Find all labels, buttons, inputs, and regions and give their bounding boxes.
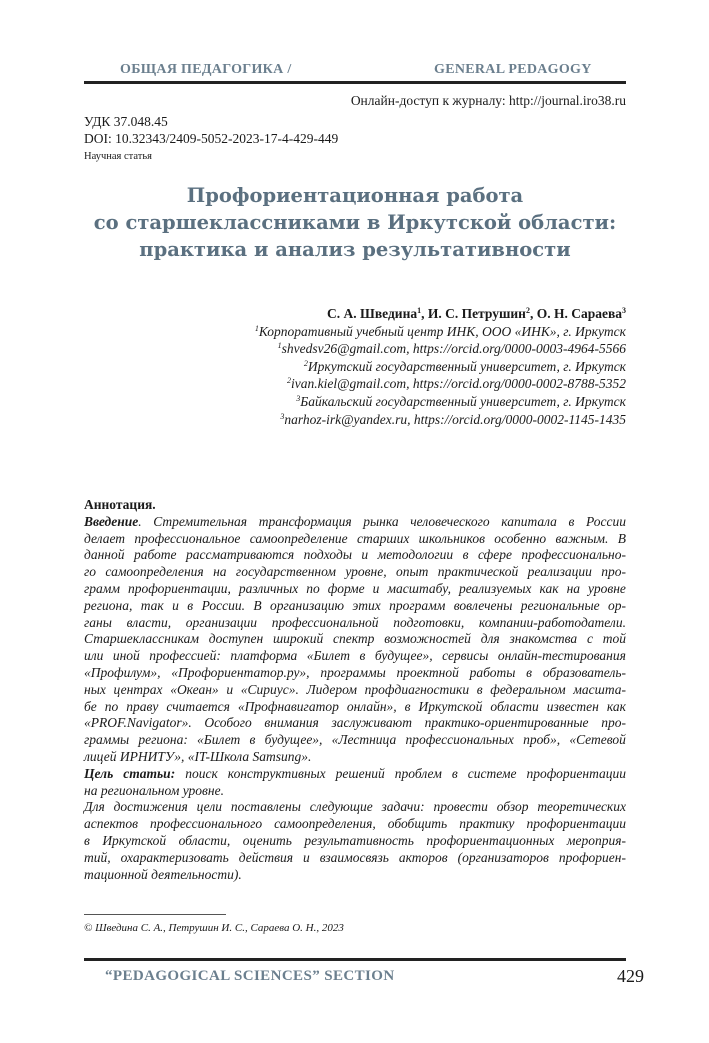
abstract-line: го самоопределения на государственном уровне, опыт практической реализации про-	[84, 564, 626, 580]
abstract-line: делает профессиональное самоопределение старших школьников особенно важным. В	[84, 530, 626, 546]
abstract-line: граммы региона: «Билет в будущее», «Лестница профессиональных проб», «Сетевой	[84, 732, 626, 748]
abstract-line: в Иркутской области, оценить результативность профориентационных мероприя-	[84, 832, 626, 848]
abstract-line: тий, охарактеризовать действия и взаимосвязь акторов (организаторов профориен-	[84, 849, 626, 865]
copyright-footnote: © Шведина С. А., Петрушин И. С., Сараева О. Н., 2023	[84, 922, 344, 934]
abstract-line: лицей ИРНИТУ», «IT-Школа Samsung».	[84, 748, 312, 764]
running-header-right: GENERAL PEDAGOGY	[434, 62, 592, 77]
contact-line: $^3$narhoz-irk@yandex.ru, https://orcid.org/0000-0002-1145-1435	[280, 411, 626, 427]
author-name: С. А. Шведина	[327, 306, 418, 321]
abstract-line: грамм профориентации, различных по форме и масштабу, реализуемых как на уровне	[84, 580, 626, 596]
footer-section-title: “PEDAGOGICAL SCIENCES” SECTION	[105, 968, 395, 984]
affiliation-line: $^1$Корпоративный учебный центр ИНК, ООО «ИНК», г. Иркутск	[254, 323, 626, 339]
page-number: 429	[617, 966, 644, 986]
article-type: Научная статья	[84, 151, 152, 162]
udk-code: УДК 37.048.45	[84, 114, 168, 129]
title-line: практика и анализ результативности	[139, 238, 571, 261]
doi: DOI: 10.32343/2409-5052-2023-17-4-429-449	[84, 131, 339, 146]
contact-line: $^1$shvedsv26@gmail.com, https://orcid.org/0000-0003-4964-5566	[277, 341, 626, 357]
abstract-line: Старшеклассникам доступен широкий спектр возможностей для знакомства с той	[84, 631, 626, 647]
abstract-line: аспектов профессионального самоопределения, обобщить практику профориентации	[84, 816, 626, 832]
running-header-left: ОБЩАЯ ПЕДАГОГИКА /	[120, 62, 292, 77]
abstract-line: «Профилум», «Профориентатор.ру», программы проектной работы в образователь-	[84, 664, 626, 680]
title-line: Профориентационная работа	[186, 184, 524, 207]
abstract-line: Для достижения цели поставлены следующие задачи: провести обзор теоретических	[84, 799, 626, 815]
abstract-line: Введение. Стремительная трансформация рынка человеческого капитала в России	[84, 513, 626, 529]
contact-line: $^2$ivan.kiel@gmail.com, https://orcid.org/0000-0002-8788-5352	[286, 376, 626, 392]
author-name: О. Н. Сараева	[536, 306, 622, 321]
affiliation-line: $^2$Иркутский государственный университет, г. Иркутск	[303, 358, 626, 374]
abstract-line: ных центрах «Океан» и «Сириус». Лидером профдиагностики в федеральном масшта-	[84, 681, 626, 697]
author-names: С. А. Шведина$^1$, И. С. Петрушин$^2$, О. Н. Сараева$^3$	[327, 306, 626, 321]
authors-block	[255, 305, 626, 428]
abstract-line: или иной профессией: платформа «Билет в будущее», сервисы онлайн-тестирования	[84, 648, 626, 664]
footnote-rule	[84, 914, 226, 915]
abstract-line: бе по праву считается «Профнавигатор онлайн», в Иркутской области известен как	[84, 698, 626, 714]
article-title	[60, 182, 650, 263]
abstract-line: «PROF.Navigator». Особого внимания заслуживают практико-ориентированные про-	[84, 715, 626, 731]
abstract-line: региона, так и в России. В организацию этих программ вовлечены региональные ор-	[84, 597, 626, 613]
title-line: со старшеклассниками в Иркутской области:	[93, 211, 617, 234]
abstract-heading: Аннотация.	[84, 497, 156, 512]
header-rule	[84, 81, 626, 84]
footer-rule	[84, 958, 626, 961]
author-name: И. С. Петрушин	[427, 306, 526, 321]
journal-access-line: Онлайн-доступ к журналу: http://journal.iro38.ru	[350, 93, 626, 108]
abstract-line: данной работе рассматриваются подходы и методологии в сфере профессионально-	[84, 547, 626, 563]
abstract-line: ганы власти, организации профессиональной подготовки, компании-работодатели.	[84, 614, 626, 630]
abstract-line: Цель статьи: поиск конструктивных решений проблем в системе профориентации	[84, 765, 626, 781]
abstract-line: на региональном уровне.	[84, 782, 224, 798]
abstract-line: тационной деятельности).	[84, 866, 242, 882]
affiliation-line: $^3$Байкальский государственный университет, г. Иркутск	[296, 393, 626, 409]
abstract	[84, 497, 626, 883]
